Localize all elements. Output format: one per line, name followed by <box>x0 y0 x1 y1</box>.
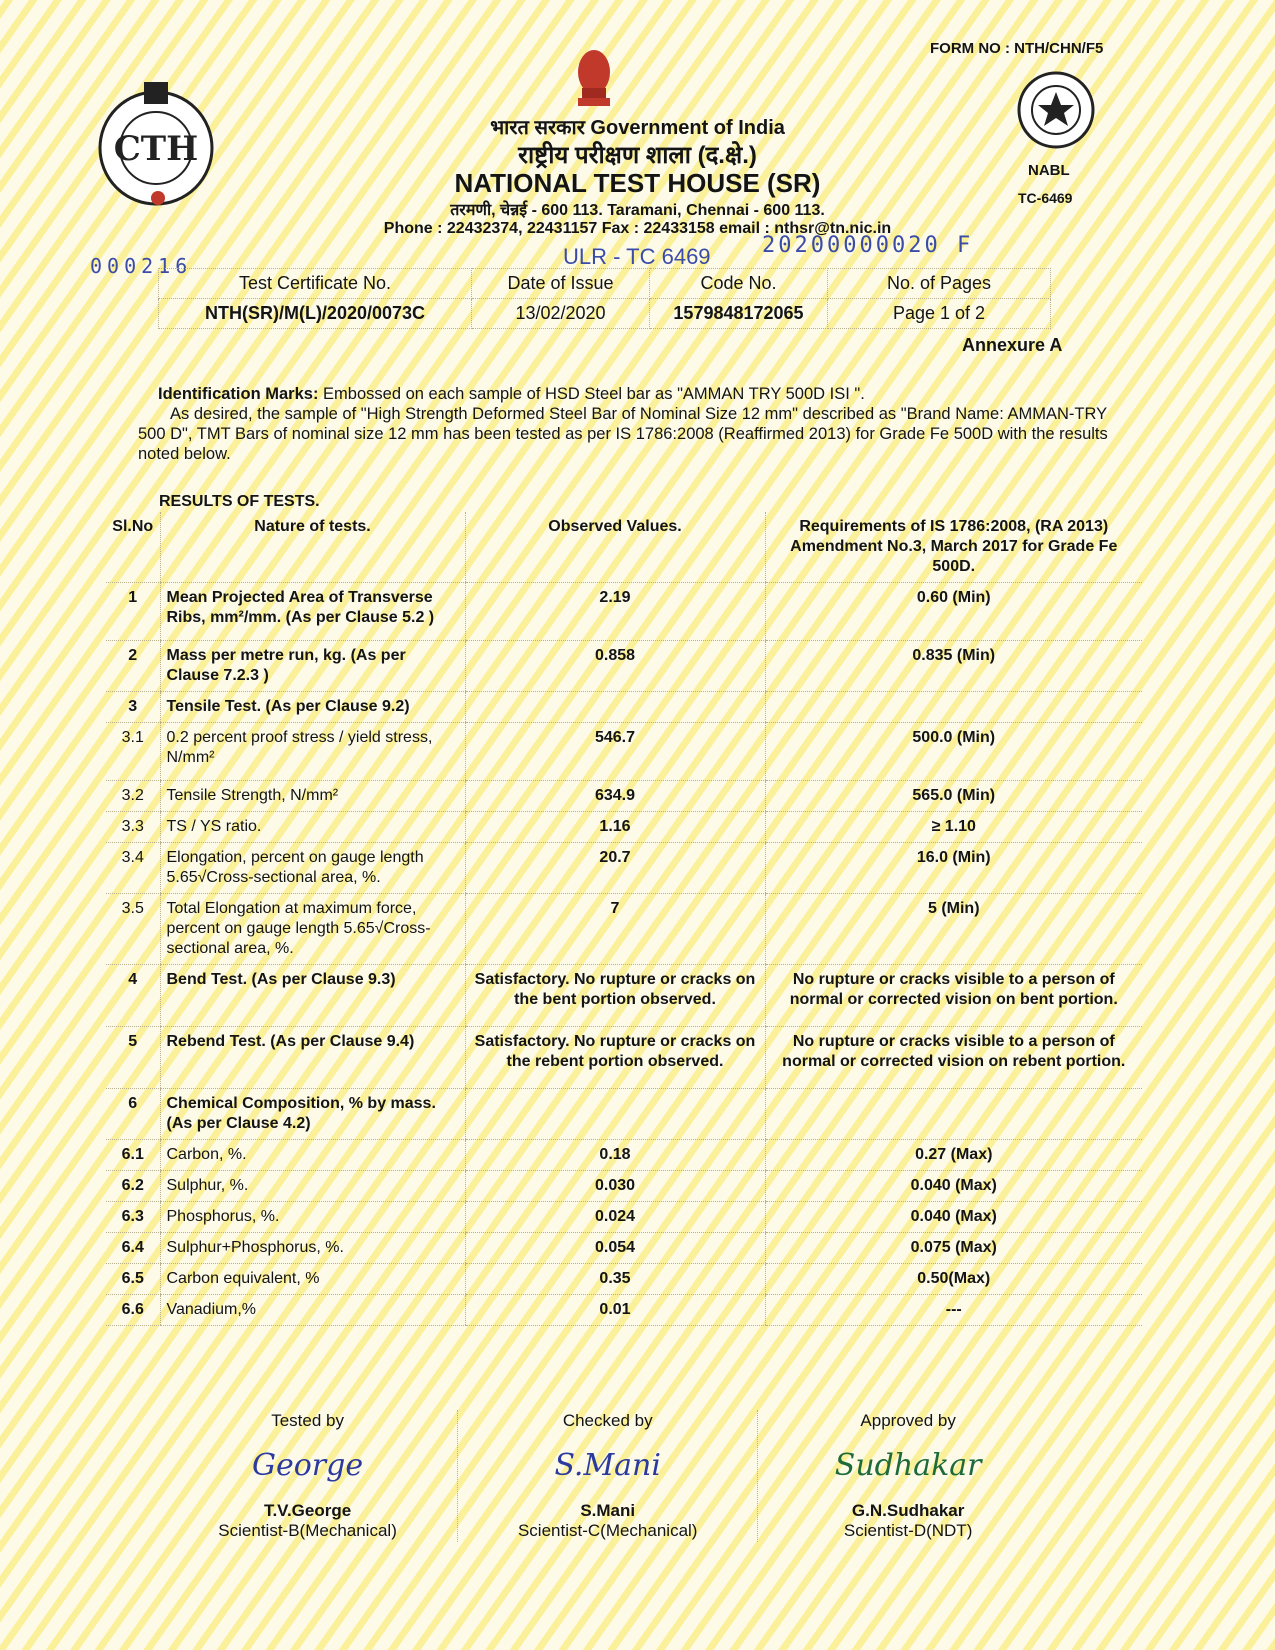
table-row <box>106 583 1142 641</box>
table-row <box>106 781 1142 812</box>
signature-role: Tested by <box>271 1411 344 1430</box>
row-sl-no: 3.1 <box>106 723 160 781</box>
signature-cell <box>158 1410 458 1542</box>
table-row <box>106 1089 1142 1140</box>
table-row <box>106 894 1142 965</box>
row-test-name: Sulphur, %. <box>160 1171 465 1202</box>
cert-header-cell: Date of Issue <box>472 269 650 299</box>
handwritten-signature: Sudhakar <box>834 1448 982 1483</box>
signature-cell <box>758 1410 1058 1542</box>
annexure-label: Annexure A <box>962 335 1063 355</box>
row-sl-no: 5 <box>106 1027 160 1089</box>
header-nature-of-tests: Nature of tests. <box>160 512 465 583</box>
results-header-row <box>106 512 1142 583</box>
signatory-title: Scientist-B(Mechanical) <box>218 1521 397 1540</box>
row-sl-no: 6.1 <box>106 1140 160 1171</box>
row-requirement: 0.040 (Max) <box>765 1202 1142 1233</box>
row-test-name: Carbon equivalent, % <box>160 1264 465 1295</box>
date-of-issue: 13/02/2020 <box>472 299 650 329</box>
row-requirement: 0.27 (Max) <box>765 1140 1142 1171</box>
table-row <box>106 641 1142 692</box>
row-observed-value: 0.01 <box>465 1295 765 1326</box>
row-sl-no: 2 <box>106 641 160 692</box>
signatory-title: Scientist-C(Mechanical) <box>517 1521 698 1540</box>
page-count: Page 1 of 2 <box>828 299 1051 329</box>
svg-text:CTH: CTH <box>113 129 199 169</box>
row-sl-no: 6.2 <box>106 1171 160 1202</box>
hindi-org-name: राष्ट्रीय परीक्षण शाला (द.क्षे.) <box>518 142 757 169</box>
serial-stamp: 000216 <box>90 254 193 278</box>
row-requirement: No rupture or cracks visible to a person of normal or corrected vision on rebent portion. <box>765 1027 1142 1089</box>
row-requirement: 0.60 (Min) <box>765 583 1142 641</box>
row-sl-no: 1 <box>106 583 160 641</box>
gov-line: भारत सरकार Government of India <box>490 117 785 139</box>
ulr-stamp: ULR - TC 6469 <box>563 244 711 269</box>
row-test-name: Tensile Test. (As per Clause 9.2) <box>160 692 465 723</box>
table-row <box>106 1264 1142 1295</box>
nabl-tc: TC-6469 <box>1018 190 1073 206</box>
row-test-name: Sulphur+Phosphorus, %. <box>160 1233 465 1264</box>
row-observed-value: 0.18 <box>465 1140 765 1171</box>
signatory-name: G.N.Sudhakar <box>851 1501 965 1520</box>
certificate-header-row <box>159 269 1051 299</box>
signatory-name: S.Mani <box>580 1501 636 1520</box>
handwritten-signature: George <box>252 1448 364 1483</box>
org-name: NATIONAL TEST HOUSE (SR) <box>454 168 821 198</box>
table-row <box>106 1027 1142 1089</box>
certificate-value-row <box>159 299 1051 329</box>
row-sl-no: 6 <box>106 1089 160 1140</box>
row-requirement: No rupture or cracks visible to a person of normal or corrected vision on bent portion. <box>765 965 1142 1027</box>
row-requirement: ≥ 1.10 <box>765 812 1142 843</box>
row-observed-value: 20.7 <box>465 843 765 894</box>
table-row <box>106 1295 1142 1326</box>
row-observed-value: 634.9 <box>465 781 765 812</box>
row-requirement: 16.0 (Min) <box>765 843 1142 894</box>
cert-header-cell: Code No. <box>650 269 828 299</box>
row-observed-value: 546.7 <box>465 723 765 781</box>
row-requirement <box>765 1089 1142 1140</box>
header-observed-values: Observed Values. <box>465 512 765 583</box>
identification-text: Embossed on each sample of HSD Steel bar as "AMMAN TRY 500D ISI ". <box>323 385 865 403</box>
row-requirement: 0.50(Max) <box>765 1264 1142 1295</box>
signatory-name: T.V.George <box>263 1501 352 1520</box>
row-test-name: Total Elongation at maximum force, percent on gauge length 5.65√Cross-sectional area, %. <box>160 894 465 965</box>
row-requirement: --- <box>765 1295 1142 1326</box>
row-test-name: TS / YS ratio. <box>160 812 465 843</box>
certificate-info-table <box>158 268 1051 329</box>
table-row <box>106 1233 1142 1264</box>
signatory-title: Scientist-D(NDT) <box>843 1521 973 1540</box>
row-sl-no: 3.5 <box>106 894 160 965</box>
row-sl-no: 6.6 <box>106 1295 160 1326</box>
row-requirement: 5 (Min) <box>765 894 1142 965</box>
row-observed-value <box>465 692 765 723</box>
table-row <box>106 1171 1142 1202</box>
row-sl-no: 3.2 <box>106 781 160 812</box>
row-test-name: 0.2 percent proof stress / yield stress, N/mm² <box>160 723 465 781</box>
results-table <box>106 512 1142 1326</box>
row-sl-no: 6.4 <box>106 1233 160 1264</box>
row-observed-value: 7 <box>465 894 765 965</box>
results-title: RESULTS OF TESTS. <box>159 493 320 510</box>
row-observed-value: 0.030 <box>465 1171 765 1202</box>
cert-header-cell: No. of Pages <box>828 269 1051 299</box>
row-observed-value: 0.024 <box>465 1202 765 1233</box>
table-row <box>106 723 1142 781</box>
row-test-name: Mean Projected Area of Transverse Ribs, mm²/mm. (As per Clause 5.2 ) <box>160 583 465 641</box>
row-sl-no: 6.5 <box>106 1264 160 1295</box>
address: तरमणी, चेन्नई - 600 113. Taramani, Chennai - 600 113. <box>450 202 825 219</box>
cert-header-cell: Test Certificate No. <box>159 269 472 299</box>
row-test-name: Chemical Composition, % by mass.(As per Clause 4.2) <box>160 1089 465 1140</box>
row-sl-no: 6.3 <box>106 1202 160 1233</box>
table-row <box>106 843 1142 894</box>
description-text: As desired, the sample of "High Strength Deformed Steel Bar of Nominal Size 12 mm" described as "Brand Name: AMMAN-TRY 500 D", TMT Bars of nominal size 12 mm has been tested as per IS 1786:2008 (Reaffirmed 2013) for Grade Fe 500D with the results noted below. <box>138 405 1108 463</box>
row-observed-value: 0.35 <box>465 1264 765 1295</box>
signature-block <box>158 1410 1058 1542</box>
row-test-name: Elongation, percent on gauge length 5.65√Cross-sectional area, %. <box>160 843 465 894</box>
header-requirements: Requirements of IS 1786:2008, (RA 2013) Amendment No.3, March 2017 for Grade Fe 500D. <box>765 512 1142 583</box>
ulr-number-stamp: 20200000020 F <box>762 233 974 258</box>
row-test-name: Mass per metre run, kg. (As per Clause 7.2.3 ) <box>160 641 465 692</box>
table-row <box>106 812 1142 843</box>
table-row <box>106 965 1142 1027</box>
row-test-name: Rebend Test. (As per Clause 9.4) <box>160 1027 465 1089</box>
contact-line: Phone : 22432374, 22431157 Fax : 22433158 email : nthsr@tn.nic.in <box>383 220 892 237</box>
results-body <box>106 583 1142 1326</box>
row-observed-value: 0.858 <box>465 641 765 692</box>
row-test-name: Tensile Strength, N/mm² <box>160 781 465 812</box>
row-sl-no: 4 <box>106 965 160 1027</box>
identification-label: Identification Marks: <box>158 385 319 403</box>
header-sl-no: Sl.No <box>106 512 160 583</box>
row-observed-value: 0.054 <box>465 1233 765 1264</box>
row-requirement: 565.0 (Min) <box>765 781 1142 812</box>
row-observed-value: Satisfactory. No rupture or cracks on the rebent portion observed. <box>465 1027 765 1089</box>
row-sl-no: 3.4 <box>106 843 160 894</box>
handwritten-signature: S.Mani <box>554 1448 661 1483</box>
row-requirement: 0.075 (Max) <box>765 1233 1142 1264</box>
row-sl-no: 3 <box>106 692 160 723</box>
state-emblem <box>572 44 616 115</box>
certificate-number: NTH(SR)/M(L)/2020/0073C <box>159 299 472 329</box>
nabl-label: NABL <box>1028 162 1070 179</box>
table-row <box>106 692 1142 723</box>
signature-role: Approved by <box>860 1411 956 1430</box>
row-test-name: Vanadium,% <box>160 1295 465 1326</box>
row-observed-value <box>465 1089 765 1140</box>
signature-cell <box>458 1410 758 1542</box>
row-observed-value: 1.16 <box>465 812 765 843</box>
row-requirement: 500.0 (Min) <box>765 723 1142 781</box>
row-sl-no: 3.3 <box>106 812 160 843</box>
signature-role: Checked by <box>562 1411 653 1430</box>
row-requirement: 0.835 (Min) <box>765 641 1142 692</box>
row-observed-value: Satisfactory. No rupture or cracks on the bent portion observed. <box>465 965 765 1027</box>
form-number: FORM NO : NTH/CHN/F5 <box>930 40 1104 57</box>
table-row <box>106 1140 1142 1171</box>
table-row <box>106 1202 1142 1233</box>
row-test-name: Bend Test. (As per Clause 9.3) <box>160 965 465 1027</box>
row-test-name: Carbon, %. <box>160 1140 465 1171</box>
row-test-name: Phosphorus, %. <box>160 1202 465 1233</box>
row-requirement <box>765 692 1142 723</box>
row-observed-value: 2.19 <box>465 583 765 641</box>
intro-paragraph <box>138 384 1118 464</box>
code-number: 1579848172065 <box>650 299 828 329</box>
row-requirement: 0.040 (Max) <box>765 1171 1142 1202</box>
signature-row <box>158 1410 1058 1542</box>
